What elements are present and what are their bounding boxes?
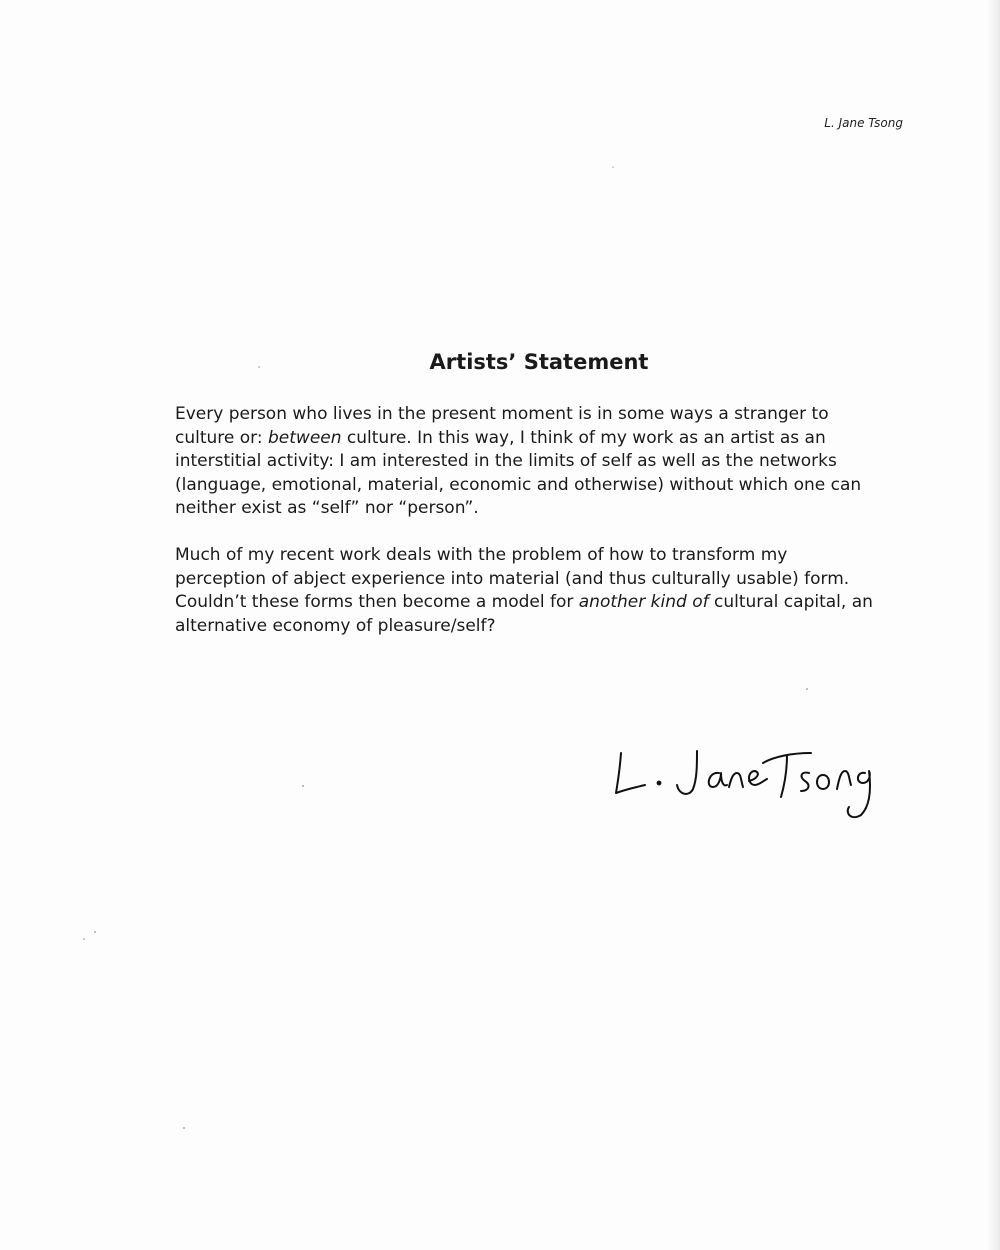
paragraph-1	[175, 403, 905, 521]
paragraph-2-line-3	[175, 591, 905, 615]
scan-speck	[612, 166, 614, 168]
paragraph-2-line-2: perception of abject experience into material (and thus culturally usable) form.	[175, 568, 850, 589]
author-header: L. Jane Tsong	[824, 116, 903, 130]
paragraph-2	[175, 544, 905, 638]
text-segment: cultural capital, an	[708, 592, 873, 612]
scan-speck	[83, 938, 85, 940]
paragraph-1-line-4: (language, emotional, material, economic and otherwise) without which one can	[175, 474, 862, 495]
scan-speck	[806, 688, 808, 690]
scan-speck	[258, 366, 260, 368]
emphasis-between: between	[268, 427, 342, 448]
paragraph-1-line-5: neither exist as “self” nor “person”.	[175, 498, 479, 518]
paragraph-1-line-3: interstitial activity: I am interested in the limits of self as well as the networks	[175, 451, 837, 471]
text-segment: culture. In this way, I think of my work as an artist as an	[341, 427, 826, 448]
scan-speck	[302, 785, 304, 787]
statement-body	[175, 403, 905, 662]
paragraph-2-line-1: Much of my recent work deals with the problem of how to transform my	[175, 545, 788, 565]
scan-speck	[183, 1127, 185, 1129]
paragraph-1-line-1: Every person who lives in the present moment is in some ways a stranger to	[175, 404, 829, 424]
text-segment: Couldn’t these forms then become a model for	[175, 592, 579, 612]
paragraph-2-line-4: alternative economy of pleasure/self?	[175, 615, 496, 636]
page-edge-shadow	[986, 0, 1000, 1250]
paragraph-1-line-2	[175, 427, 905, 451]
emphasis-another-kind-of: another kind of	[578, 592, 709, 612]
scan-speck	[94, 931, 96, 933]
handwritten-signature	[605, 735, 905, 825]
document-title: Artists’ Statement	[429, 350, 649, 374]
text-segment: culture or:	[175, 427, 268, 448]
